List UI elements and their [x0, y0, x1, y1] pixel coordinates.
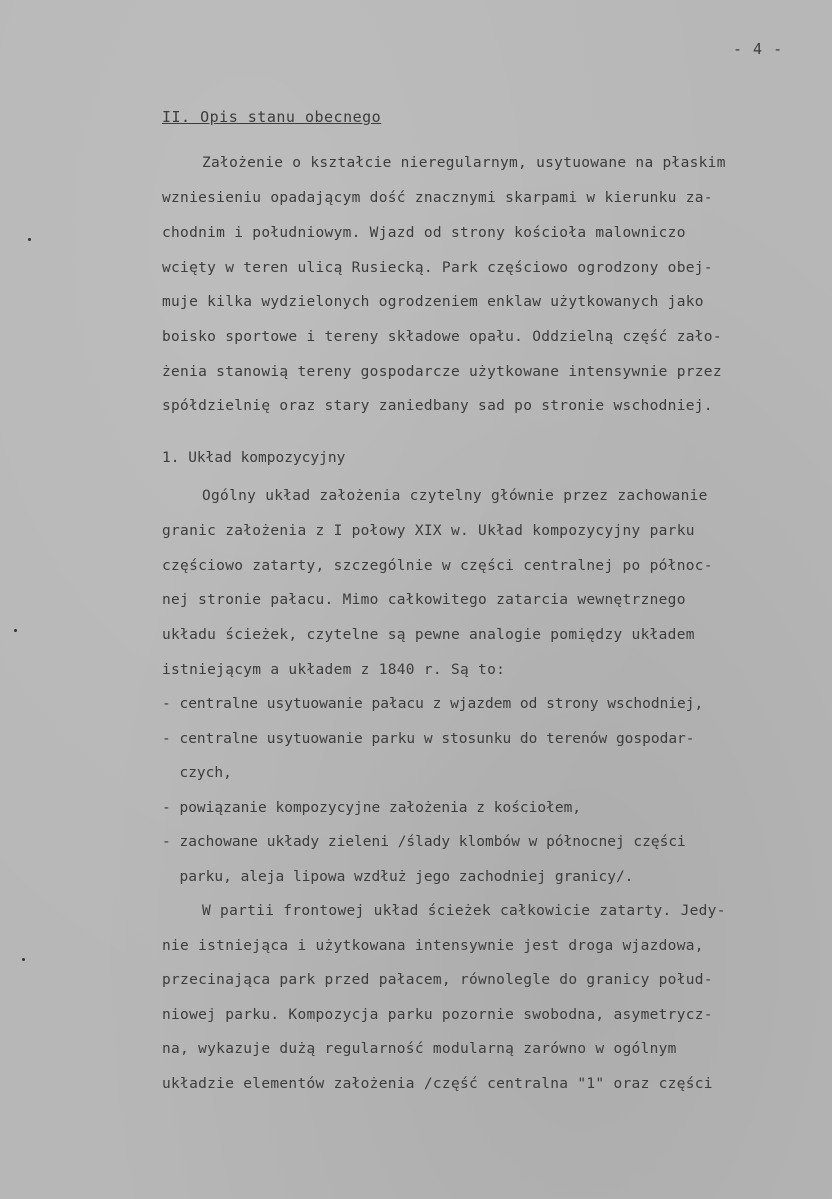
- page-number: - 4 -: [733, 40, 784, 58]
- section-title: II. Opis stanu obecnego: [162, 108, 382, 126]
- paragraph-line: Ogólny układ założenia czytelny głównie przez zachowanie: [202, 488, 708, 504]
- paragraph-line: wcięty w teren ulicą Rusiecką. Park częściowo ogrodzony obej-: [162, 260, 713, 276]
- paragraph-line: W partii frontowej układ ścieżek całkowicie zatarty. Jedy-: [202, 903, 726, 919]
- paragraph-line: wzniesieniu opadającym dość znacznymi skarpami w kierunku za-: [162, 190, 713, 206]
- paragraph-line: układu ścieżek, czytelne są pewne analogie pomiędzy układem: [162, 627, 695, 643]
- paragraph-line: nie istniejąca i użytkowana intensywnie jest droga wjazdowa,: [162, 938, 704, 954]
- margin-mark: [22, 958, 25, 961]
- bullet-item: - centralne usytuowanie parku w stosunku do terenów gospodar-: [162, 731, 695, 747]
- paragraph-line: nej stronie pałacu. Mimo całkowitego zatarcia wewnętrznego: [162, 592, 686, 608]
- paragraph-line: granic założenia z I połowy XIX w. Układ kompozycyjny parku: [162, 523, 695, 539]
- paragraph-line: muje kilka wydzielonych ogrodzeniem enklaw użytkowanych jako: [162, 294, 704, 310]
- margin-mark: [14, 629, 17, 632]
- paragraph-line: na, wykazuje dużą regularność modularną zarówno w ogólnym: [162, 1041, 677, 1057]
- paragraph-line: chodnim i południowym. Wjazd od strony kościoła malowniczo: [162, 225, 686, 241]
- paragraph-line: spółdzielnię oraz stary zaniedbany sad po stronie wschodniej.: [162, 398, 713, 414]
- bullet-item: - powiązanie kompozycyjne założenia z kościołem,: [162, 800, 582, 816]
- paragraph-line: niowej parku. Kompozycja parku pozornie swobodna, asymetrycz-: [162, 1007, 713, 1023]
- paragraph-line: układzie elementów założenia /część centralna "1" oraz części: [162, 1076, 713, 1092]
- paragraph-line: Założenie o kształcie nieregularnym, usytuowane na płaskim: [202, 155, 726, 171]
- subsection-title: 1. Układ kompozycyjny: [162, 450, 346, 466]
- paragraph-line: żenia stanowią tereny gospodarcze użytkowane intensywnie przez: [162, 364, 722, 380]
- paragraph-line: istniejącym a układem z 1840 r. Są to:: [162, 662, 506, 678]
- paragraph-line: przecinająca park przed pałacem, równolegle do granicy połud-: [162, 972, 713, 988]
- bullet-item: - zachowane układy zieleni /ślady klombów w północnej części: [162, 834, 686, 850]
- bullet-item: - centralne usytuowanie pałacu z wjazdem od strony wschodniej,: [162, 696, 704, 712]
- paragraph-line: boisko sportowe i tereny składowe opału. Oddzielną część zało-: [162, 329, 722, 345]
- bullet-item-continuation: parku, aleja lipowa wzdłuż jego zachodniej granicy/.: [162, 869, 634, 885]
- margin-mark: [28, 238, 31, 241]
- paragraph-line: częściowo zatarty, szczególnie w części centralnej po północ-: [162, 558, 713, 574]
- bullet-item-continuation: czych,: [162, 765, 232, 781]
